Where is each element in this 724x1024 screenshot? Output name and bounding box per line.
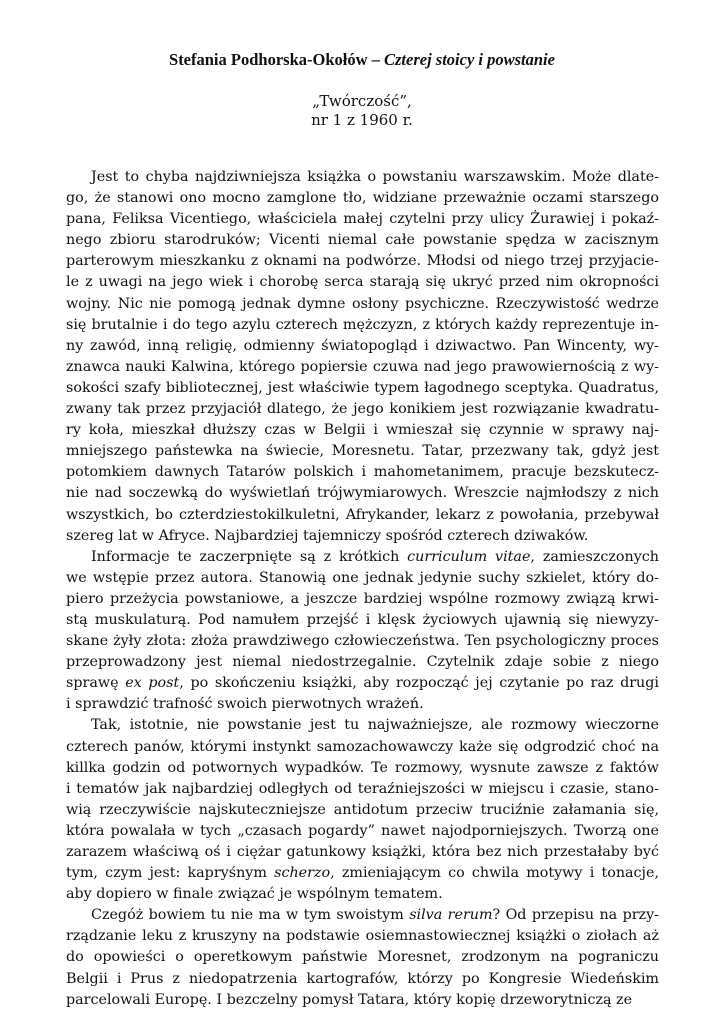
paragraph <box>66 715 659 905</box>
text-segment: Czegóż bowiem tu nie ma w tym swoistym <box>91 907 410 924</box>
text-line: skane żyły złota: złoża prawdziwego człowieczeństwa. Ten psychologiczny proces <box>66 633 659 650</box>
text-line: i sprawdzić trafność swoich pierwotnych wrażeń. <box>66 696 424 713</box>
text-line: pana, Feliksa Vicentiego, właściciela małej czytelni przy ulicy Żurawiej i pokaź- <box>66 211 659 228</box>
text-line <box>66 905 659 926</box>
text-line: wią rzeczywiście najskuteczniejsze antidotum przeciw truciźnie załamania się, <box>66 801 659 818</box>
italic-term: curriculum vitae <box>407 548 531 565</box>
text-segment: Informacje te zaczerpnięte są z krótkich <box>91 548 408 565</box>
text-line: wojny. Nic nie pomogą jednak dymne osłony psychiczne. Rzeczywistość wedrze <box>66 295 659 312</box>
paragraph <box>66 547 659 716</box>
source-issue: nr 1 z 1960 r. <box>311 111 413 129</box>
source-citation <box>0 92 724 130</box>
text-line: się brutalnie i do tego azylu czterech mężczyzn, z których każdy reprezentuje in- <box>66 316 659 333</box>
text-line: do opowieści o operetkowym państwie Moresnet, zrodzonym na pograniczu <box>66 949 659 966</box>
italic-term: ex post <box>125 675 180 692</box>
title-separator: – <box>371 50 380 69</box>
text-line: parterowym mieszkanku z oknami na podwórze. Młodsi od niego trzej przyjacie- <box>66 253 659 270</box>
text-line: killka godzin od potwornych wypadków. Te rozmowy, wysnute zawsze z faktów <box>66 759 659 776</box>
text-line: zwany tak przez przyjaciół dlatego, że jego konikiem jest rozwiązanie kwadratu- <box>66 401 659 418</box>
text-line: go, że stanowi ono mocno zamglone tło, widziane przeważnie oczami starszego <box>66 190 659 207</box>
text-line: parcelowali Europę. I bezczelny pomysł Tatara, który kopię drzeworytniczą ze <box>66 991 633 1008</box>
text-line <box>66 673 659 694</box>
text-line <box>66 547 659 568</box>
source-journal: „Twórczość”, <box>312 92 412 110</box>
text-line: znawca nauki Kalwina, którego popiersie czuwa nad jego prawowiernością z wy- <box>66 358 659 375</box>
text-segment: , zmieniającym co chwila motywy i tonacje, <box>330 865 659 882</box>
text-line: le z uwagi na jego wiek i chorobę serca starają się ukryć przed nim okropności <box>66 274 659 291</box>
text-line: Belgii i Prus z niedopatrzenia kartografów, którzy po Kongresie Wiedeńskim <box>66 970 659 987</box>
text-line: sokości szafy bibliotecznej, jest właściwie typem łagodnego sceptyka. Quadratus, <box>66 379 659 396</box>
text-line: nego zbioru starodruków; Vicenti niemal całe powstanie spędza w zacisznym <box>66 232 659 249</box>
paragraph <box>66 167 659 547</box>
text-line: rządzanie leku z kruszyny na podstawie osiemnastowiecznej książki o ziołach aż <box>66 928 659 945</box>
text-line: we wstępie przez autora. Stanowią one jednak jedynie suchy szkielet, który do- <box>66 569 659 586</box>
text-line: piero przeżycia powstaniowe, a jeszcze bardziej wspólne rozmowy związą krwi- <box>66 590 659 607</box>
text-line: zarazem właściwą oś i ciężar gatunkowy książki, która bez nich przestałaby być <box>66 844 659 860</box>
italic-term: silva rerum <box>409 907 493 924</box>
author-name: Stefania Podhorska-Okołów <box>169 50 368 69</box>
text-line: ny zawód, inną religię, odmienny światopogląd i dziwactwo. Pan Wincenty, wy- <box>66 337 659 354</box>
page-title <box>0 50 724 70</box>
article-body <box>66 167 659 1011</box>
paragraph <box>66 905 659 1010</box>
text-line: szereg lat w Afryce. Najbardziej tajemniczy spośród czterech dziwaków. <box>66 527 589 544</box>
text-line: czterech panów, którymi instynkt samozachowawczy każe się odgrodzić choć na <box>66 738 659 755</box>
text-line: aby dopiero w finale związać je wspólnym tematem. <box>66 886 443 903</box>
text-line: potomkiem dawnych Tatarów polskich i mahometanimem, pracuje bezskutecz- <box>66 464 659 481</box>
text-segment: , zamieszczonych <box>530 548 659 565</box>
text-line: przeprowadzony jest niemal niedostrzegalnie. Czytelnik zdaje sobie z niego <box>66 654 659 671</box>
text-line: mniejszego państewka na świecie, Moresnetu. Tatar, przezwany tak, gdyż jest <box>66 443 659 460</box>
text-line: nie nad soczewką do wyświetlań trójwymiarowych. Wreszcie najmłodszy z nich <box>66 485 659 502</box>
text-segment: , po skończeniu książki, aby rozpocząć jej czytanie po raz drugi <box>179 675 659 692</box>
text-line: i tematów jak najbardziej odległych od teraźniejszości w miejscu i czasie, stano- <box>66 780 659 797</box>
text-line: wszystkich, bo czterdziestokilkuletni, Afrykander, lekarz z powołania, przebywał <box>66 506 659 523</box>
text-line: która powalała w tych „czasach pogardy” nawet najodporniejszych. Tworzą one <box>66 822 659 839</box>
text-line: Tak, istotnie, nie powstanie jest tu najważniejsze, ale rozmowy wieczorne <box>91 717 659 734</box>
work-title: Czterej stoicy i powstanie <box>384 50 555 69</box>
text-line: Jest to chyba najdziwniejsza książka o powstaniu warszawskim. Może dlate- <box>91 169 659 185</box>
text-segment: sprawę <box>66 675 126 692</box>
italic-term: scherzo <box>274 865 331 882</box>
text-line: ry koła, mieszkał dłuższy czas w Belgii i wmieszał się czynnie w sprawy naj- <box>66 422 659 439</box>
text-line <box>66 863 659 884</box>
text-segment: tym, czym jest: kapryśnym <box>66 865 275 882</box>
text-segment: ? Od przepisu na przy- <box>492 907 659 924</box>
text-line: stą muskulaturą. Pod namułem przejść i klęsk życiowych ujawnią się niewyzy- <box>66 611 659 628</box>
